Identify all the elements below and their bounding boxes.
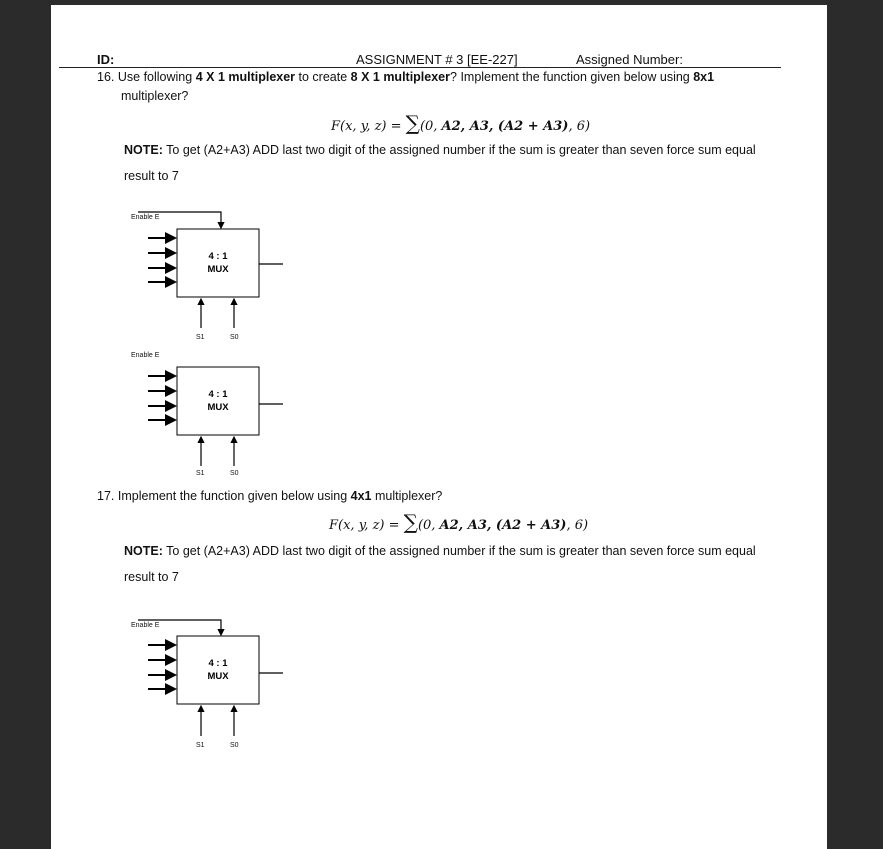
s1-label: S1 [196,742,205,749]
s0-label: S0 [230,334,239,341]
q17-note-text: To get (A2+A3) ADD last two digit of the assigned number if the sum is greater than seven force sum equal [162,544,756,558]
q17-text-pre: Implement the function given below using [117,489,351,503]
q16-number: 16. [97,70,115,84]
q17-note-line2: result to 7 [124,570,179,584]
s1-label: S1 [196,334,205,341]
q17-number: 17. [97,489,115,503]
q16-note [124,143,756,157]
q16-formula [331,111,590,135]
q16-text-line2: multiplexer? [121,89,189,103]
mux-diagram-1 [130,205,320,360]
mux-ratio: 4 : 1 [208,389,228,400]
s1-label: S1 [196,470,205,477]
q16-note-label: NOTE: [124,143,163,157]
q17-formula-post: , 6) [566,518,589,533]
q16-bold-2: 8 X 1 multiplexer [350,70,451,84]
s0-label: S0 [230,470,239,477]
enable-label: Enable E [131,214,160,221]
s0-label: S0 [230,742,239,749]
enable-label: Enable E [131,352,160,359]
mux-label [178,657,258,683]
assigned-number-label: Assigned Number: [576,52,683,67]
q17-note [124,544,756,558]
id-label: ID: [97,52,115,67]
mux-label [178,250,258,276]
q16-formula-bold: A2, A3, (A2 + A3) [441,119,569,134]
q16-formula-pre: (0, [419,119,442,134]
q16-note-line2: result to 7 [124,169,179,183]
mux-name: MUX [207,264,229,275]
q17-formula-bold: A2, A3, (A2 + A3) [439,518,567,533]
header-rule [59,67,781,68]
mux-diagram-2 [130,343,320,498]
mux-ratio: 4 : 1 [208,251,228,262]
q16-sigma: ∑ [405,111,420,135]
q16-bold-3: 8x1 [693,70,715,84]
q16-note-text: To get (A2+A3) ADD last two digit of the assigned number if the sum is greater than seven force sum equal [162,143,756,157]
mux-name: MUX [207,671,229,682]
q16-formula-lhs: F(x, y, z) = [331,119,406,134]
q16-bold-1: 4 X 1 multiplexer [195,70,296,84]
q17-sigma: ∑ [403,510,418,534]
q16-text-mid: to create [295,70,351,84]
mux-diagram-3 [130,613,320,768]
mux-name: MUX [207,402,229,413]
mux-ratio: 4 : 1 [208,658,228,669]
mux-label [178,388,258,414]
q17-formula-lhs: F(x, y, z) = [329,518,404,533]
assignment-title: ASSIGNMENT # 3 [EE-227] [356,52,518,67]
q17-formula-pre: (0, [417,518,440,533]
q16-text-post: ? Implement the function given below using [450,70,694,84]
q17-text [97,489,442,503]
q16-formula-post: , 6) [568,119,591,134]
q17-bold: 4x1 [350,489,372,503]
q16-text-pre: Use following [117,70,196,84]
q17-formula [329,510,588,534]
q17-note-label: NOTE: [124,544,163,558]
enable-label: Enable E [131,622,160,629]
q17-text-post: multiplexer? [371,489,443,503]
q16-text [97,70,714,84]
